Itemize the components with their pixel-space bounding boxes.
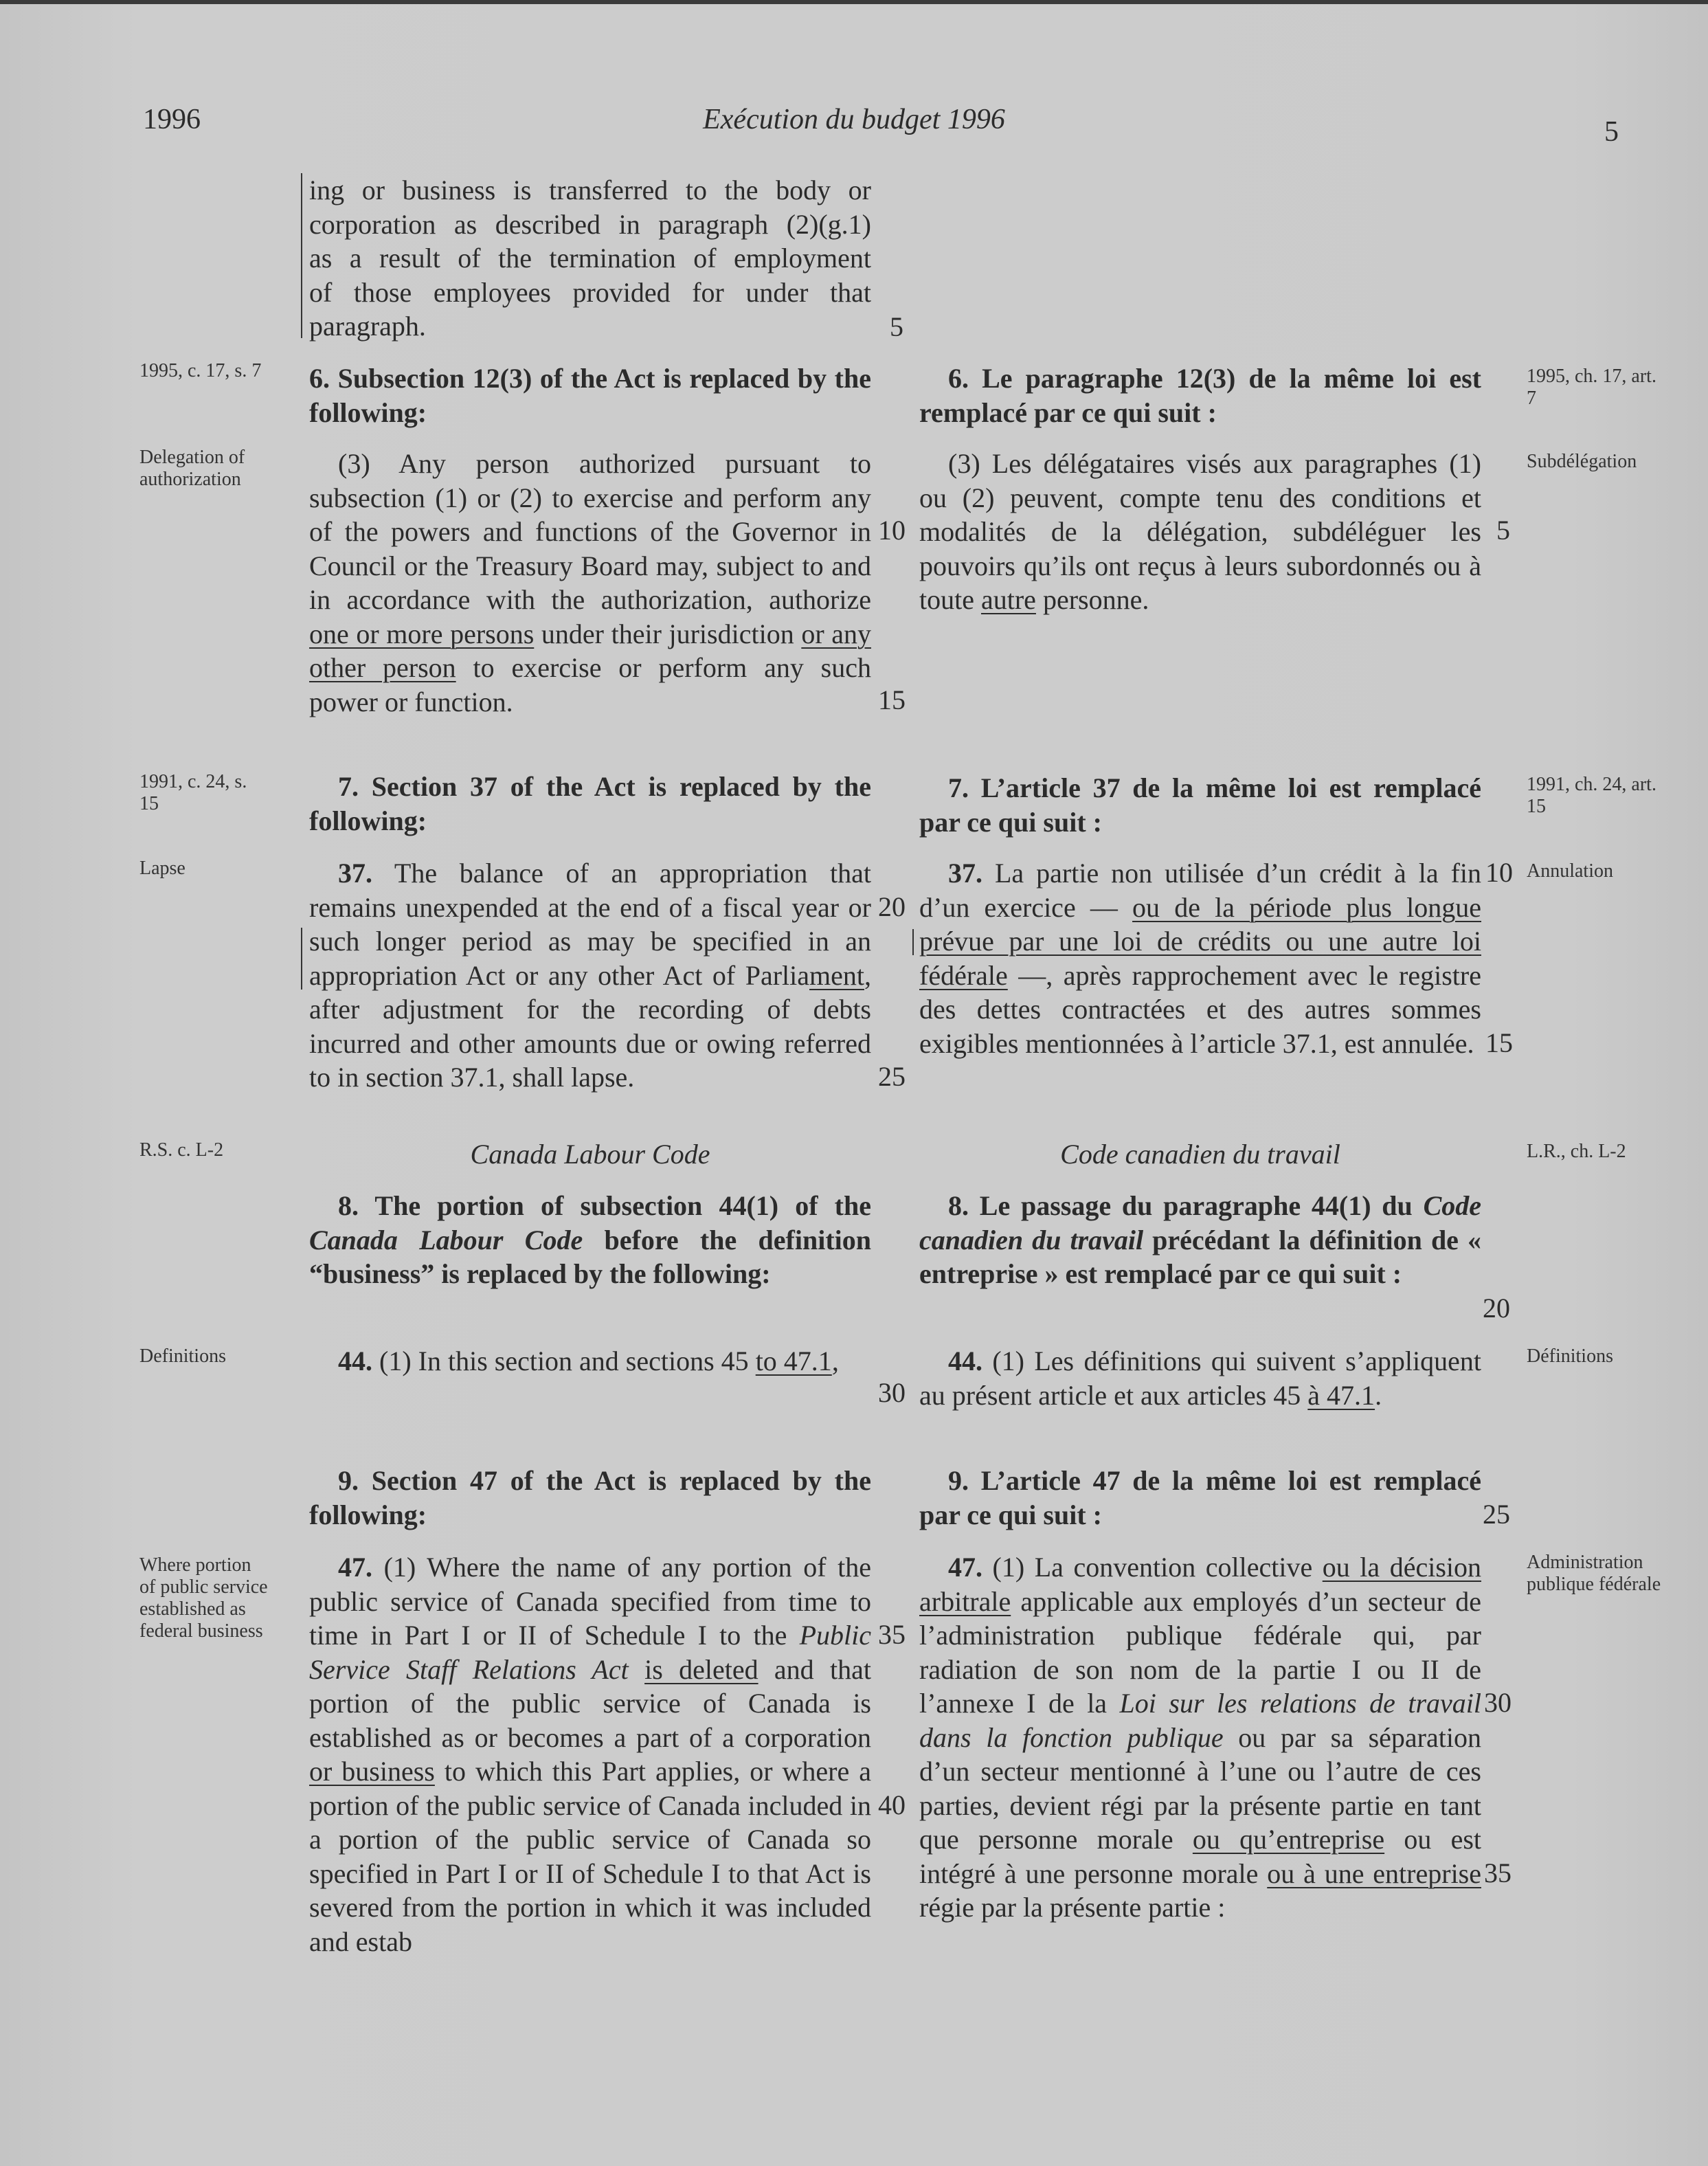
margin-note-left: Delegation of authorization	[139, 447, 245, 490]
amended-text: to 47.1	[755, 1346, 832, 1376]
margin-note-right: 1991, ch. 24, art. 15	[1527, 774, 1656, 817]
text: applicable aux employés d’un secteur de l’administration publique fédérale qui, par radiation de son nom de la partie I ou II de l’annexe I de la	[919, 1585, 1481, 1719]
line-number-fr: 35	[1484, 1857, 1512, 1888]
fr-act-heading: Code canadien du travail	[1060, 1139, 1340, 1170]
text: ,	[831, 1346, 839, 1376]
margin-note-left: R.S. c. L-2	[139, 1139, 224, 1161]
en-intro-line: paragraph.	[309, 311, 426, 342]
fr-section-44-text	[919, 1344, 1481, 1412]
text: La partie non utilisée d’un crédit à la fin d’un exercice —	[919, 858, 1481, 923]
margin-note-right: Administration publique fédérale	[1527, 1552, 1661, 1595]
line-number-en: 20	[878, 891, 906, 922]
fr-section-6-heading: 6. Le paragraphe 12(3) de la même loi est remplacé par ce qui suit :	[919, 363, 1481, 428]
line-number-en: 5	[890, 311, 903, 342]
text: précédant la définition de « entreprise » est remplacé par ce qui suit :	[919, 1224, 1481, 1289]
section-number: 44.	[948, 1346, 982, 1376]
line-number-en: 35	[878, 1619, 906, 1650]
en-act-heading: Canada Labour Code	[470, 1139, 710, 1170]
line-number-en: 10	[878, 515, 906, 546]
text: (3) Any person authorized pursuant to subsection (1) or (2) to exercise and perform any of the powers and functions of the Governor in Council or the Treasury Board may, subject to and in accordance with the authorization, authorize	[309, 448, 871, 615]
line-number-fr: 5	[1496, 515, 1510, 546]
text: before the definition “business” is replaced by the following:	[309, 1224, 871, 1289]
section-number: 37.	[338, 858, 372, 889]
line-number-fr: 10	[1485, 857, 1513, 888]
act-title: Code canadien du travail	[919, 1190, 1481, 1255]
text: (3) Les délégataires visés aux paragraphes (1) ou (2) peuvent, compte tenu des conditions et modalités de la délégation, subdéléguer les pouvoirs qu’ils ont reçus à leurs subordonnés ou à toute	[919, 448, 1481, 615]
line-number-fr: 30	[1484, 1687, 1512, 1718]
amended-text: autre	[980, 584, 1036, 615]
text: (1) La convention collective	[982, 1552, 1323, 1583]
amended-text: is deleted	[644, 1653, 759, 1685]
en-intro-line: as a result of the termination of employment	[309, 243, 871, 273]
amended-text: or any other person	[309, 618, 871, 683]
text: 8. The portion of subsection 44(1) of the	[338, 1190, 871, 1221]
text: to exercise or perform any such power or function.	[309, 652, 872, 717]
en-intro-line: of those employees provided for under that	[309, 276, 871, 308]
section-number: 37.	[948, 858, 982, 889]
fr-section-37-text	[919, 856, 1481, 1060]
text: (1) Where the name of any portion of the public service of Canada specified from time to time in Part I or II of Schedule I to the	[309, 1552, 871, 1651]
text: ou est intégré à une personne morale	[919, 1824, 1482, 1889]
text: to which this Part applies, or where a portion of the public service of Canada included in a portion of the public service of Canada so specified in Part I or II of Schedule I to that Act is severed from the portion in which it was included and estab	[309, 1756, 872, 1957]
revision-bar	[301, 928, 302, 990]
en-intro-line: corporation as described in paragraph (2)(g.1)	[309, 208, 871, 240]
section-number: 44.	[338, 1346, 372, 1376]
fr-section-8-heading	[919, 1189, 1481, 1291]
margin-note-right: Définitions	[1527, 1346, 1613, 1367]
en-section-9-heading: 9. Section 47 of the Act is replaced by the following:	[309, 1465, 871, 1530]
fr-section-47-text	[919, 1550, 1481, 1925]
line-number-en: 15	[878, 684, 906, 715]
line-number-fr: 25	[1483, 1499, 1510, 1530]
amended-text: ment	[809, 959, 864, 991]
amended-text: ou la décision arbitrale	[919, 1552, 1482, 1617]
en-section-6-heading: 6. Subsection 12(3) of the Act is replaced by the following:	[309, 363, 871, 428]
fr-section-6-text	[919, 447, 1481, 617]
text: ou par sa séparation d’un secteur mentionné à l’une ou l’autre de ces parties, devient régi par la présente partie en tant que personne morale	[919, 1721, 1481, 1855]
en-section-44-text	[309, 1344, 871, 1378]
text: , after adjustment for the recording of debts incurred and other amounts due or owing referred to in section 37.1, shall lapse.	[309, 959, 871, 1093]
line-number-en: 40	[878, 1789, 906, 1820]
line-number-fr: 20	[1483, 1293, 1510, 1324]
header-title: Exécution du budget 1996	[703, 104, 1005, 135]
text: The balance of an appropriation that remains unexpended at the end of a fiscal year or such longer period as may be specified in an appropriation Act or any other Act of Parlia	[309, 858, 871, 991]
text: (1) In this section and sections 45	[372, 1346, 756, 1376]
text: .	[1375, 1379, 1382, 1411]
en-section-6-text	[309, 447, 871, 719]
text: personne.	[1035, 584, 1149, 615]
margin-note-left: Lapse	[139, 858, 186, 879]
revision-bar	[912, 929, 914, 955]
en-section-8-heading	[309, 1189, 871, 1291]
margin-note-right: L.R., ch. L-2	[1527, 1141, 1626, 1162]
text: under their jurisdiction	[534, 618, 802, 649]
text	[629, 1654, 644, 1685]
page-number: 5	[1604, 116, 1619, 148]
en-intro-paragraph	[309, 173, 871, 344]
amended-text: ou qu’entreprise	[1192, 1824, 1385, 1855]
amended-text: or business	[309, 1756, 435, 1787]
act-title: Public Service Staff Relations Act	[309, 1620, 871, 1685]
revision-bar	[301, 173, 302, 338]
margin-note-left: 1995, c. 17, s. 7	[139, 360, 262, 381]
line-number-fr: 15	[1485, 1027, 1513, 1058]
en-section-47-text	[309, 1550, 871, 1958]
text: —, après rapprochement avec le registre des dettes contractées et des autres sommes exigibles mentionnées à l’article 37.1, est annulée.	[919, 959, 1481, 1059]
act-title: Loi sur les relations de travail dans la fonction publique	[919, 1688, 1481, 1753]
en-section-7-heading: 7. Section 37 of the Act is replaced by the following:	[309, 771, 871, 836]
amended-text: à 47.1	[1307, 1379, 1375, 1411]
text: and that portion of the public service of Canada is established as or becomes a part of a corporation	[309, 1653, 872, 1753]
en-section-37-text	[309, 856, 871, 1095]
margin-note-left: Definitions	[139, 1346, 226, 1367]
margin-note-right: 1995, ch. 17, art. 7	[1527, 366, 1656, 409]
text: (1) Les définitions qui suivent s’appliquent au présent article et aux articles 45	[919, 1346, 1481, 1411]
fr-section-9-heading: 9. L’article 47 de la même loi est remplacé par ce qui suit :	[919, 1465, 1481, 1530]
margin-note-right: Subdélégation	[1527, 451, 1637, 472]
section-number: 47.	[338, 1552, 372, 1583]
act-title: Canada Labour Code	[309, 1224, 583, 1255]
text: régie par la présente partie :	[919, 1892, 1226, 1923]
line-number-en: 30	[878, 1377, 906, 1408]
line-number-en: 25	[878, 1061, 906, 1092]
text: 8. Le passage du paragraphe 44(1) du	[948, 1190, 1424, 1221]
amended-text: ou à une entreprise	[1267, 1857, 1481, 1889]
page-edge	[0, 0, 1708, 4]
en-intro-line: ing or business is transferred to the body or	[309, 175, 871, 205]
margin-note-left: 1991, c. 24, s. 15	[139, 771, 247, 814]
header-year: 1996	[143, 104, 201, 135]
section-number: 47.	[948, 1552, 982, 1583]
amended-text: ou de la période plus longue prévue par une loi de crédits ou une autre loi fédérale	[919, 891, 1482, 991]
margin-note-right: Annulation	[1527, 860, 1613, 882]
margin-note-left: Where portion of public service established as federal business	[139, 1554, 268, 1642]
fr-section-7-heading: 7. L’article 37 de la même loi est remplacé par ce qui suit :	[919, 772, 1481, 838]
amended-text: one or more persons	[309, 618, 535, 649]
